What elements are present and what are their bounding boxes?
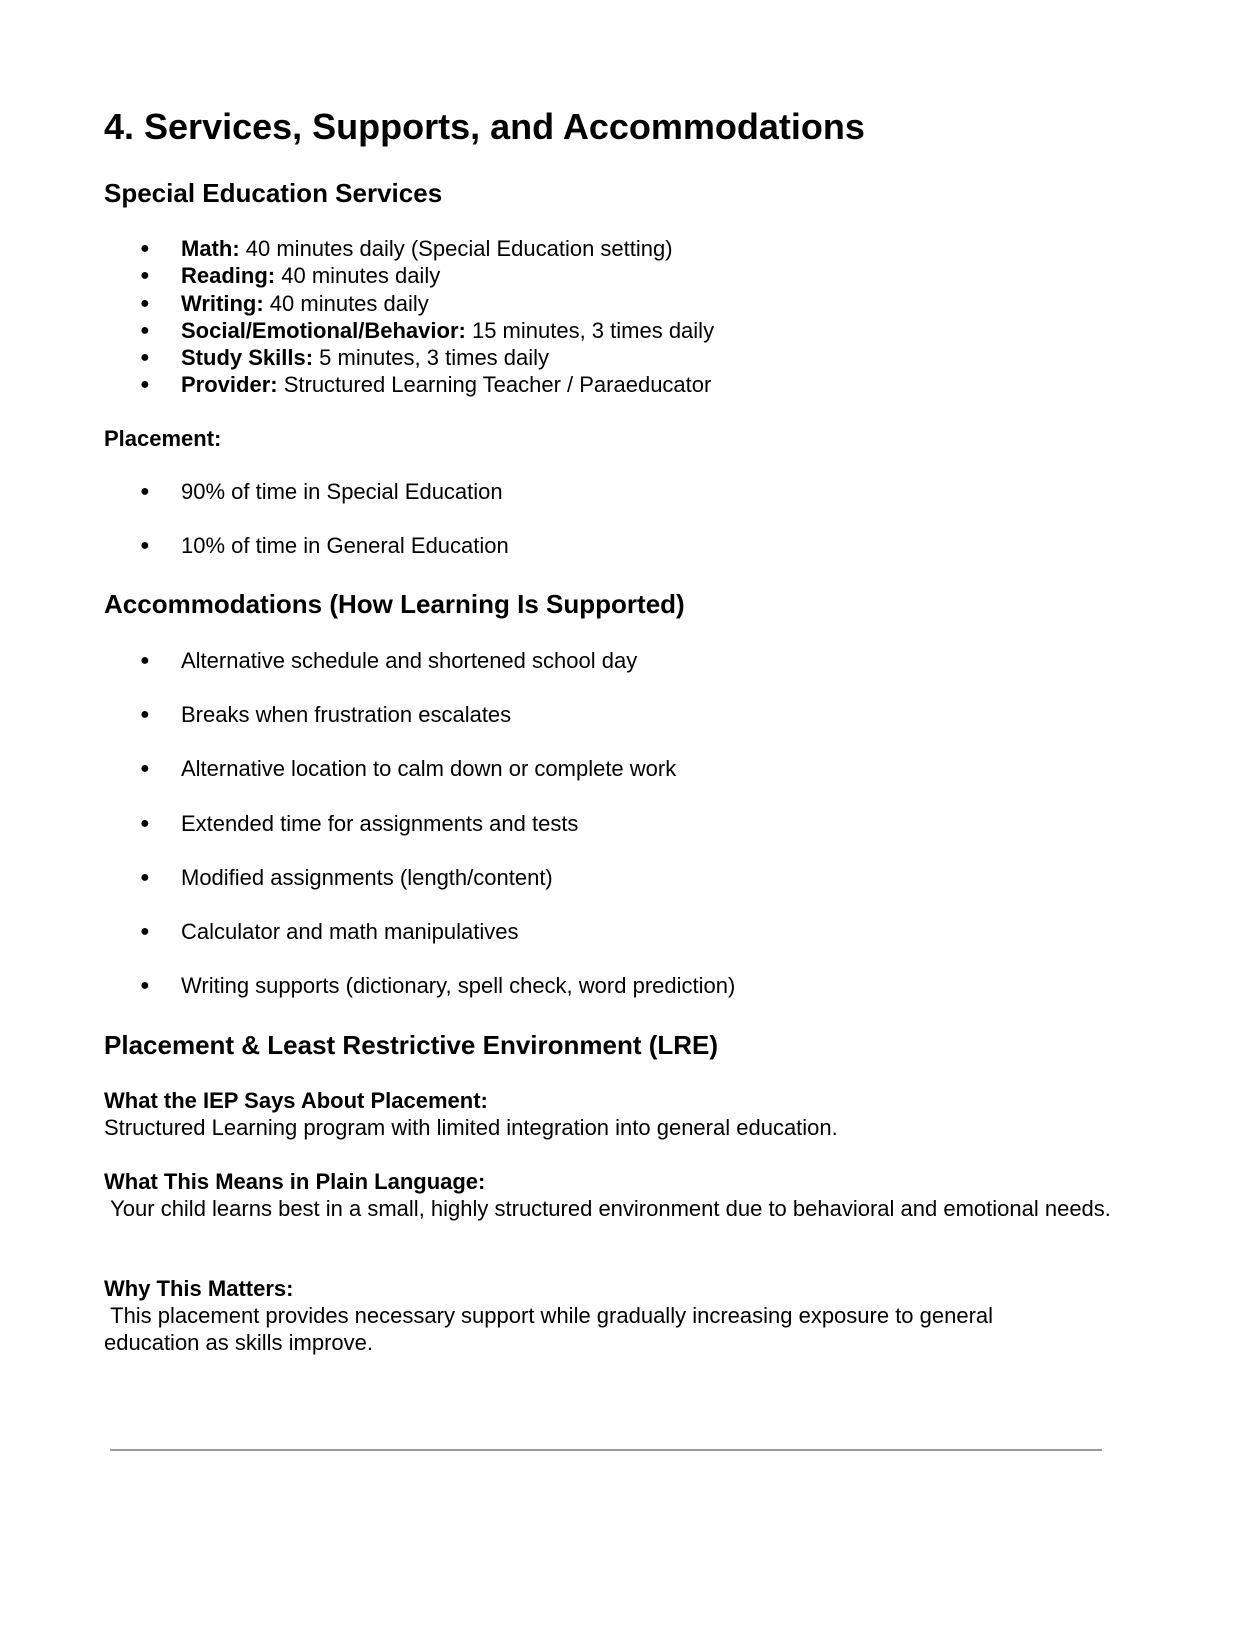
plain-language-text: Your child learns best in a small, highly structured environment due to behavioral and emotional needs. xyxy=(104,1196,1111,1221)
bullet-icon: ● xyxy=(140,706,150,724)
page-title: 4. Services, Supports, and Accommodations xyxy=(104,106,865,147)
lre-heading: Placement & Least Restrictive Environment (LRE) xyxy=(104,1030,719,1060)
accommodations-list xyxy=(0,647,1242,1026)
accommodations-heading: Accommodations (How Learning Is Supported) xyxy=(104,589,685,619)
bullet-icon: ● xyxy=(140,349,150,367)
list-item: ● Alternative schedule and shortened school day xyxy=(140,648,638,673)
bullet-icon: ● xyxy=(140,294,150,312)
placement-label: Placement: xyxy=(104,426,222,451)
bullet-icon: ● xyxy=(140,321,150,339)
list-item: ● Provider: Structured Learning Teacher / Paraeducator xyxy=(140,372,712,398)
list-item: ● Writing supports (dictionary, spell check, word prediction) xyxy=(140,973,736,999)
plain-language-label: What This Means in Plain Language: xyxy=(104,1169,486,1194)
list-item: ● Breaks when frustration escalates xyxy=(140,702,512,728)
iep-placement-label: What the IEP Says About Placement: xyxy=(104,1088,488,1113)
list-item: ● 10% of time in General Education xyxy=(140,533,509,559)
bullet-icon: ● xyxy=(140,483,150,500)
bullet-icon: ● xyxy=(140,537,150,555)
list-item: ● Study Skills: 5 minutes, 3 times daily xyxy=(140,345,550,371)
list-item: ● Modified assignments (length/content) xyxy=(140,864,553,890)
bullet-icon: ● xyxy=(140,240,150,257)
why-matters-text: This placement provides necessary support while gradually increasing exposure to general education as skills improve. xyxy=(104,1303,1000,1355)
list-item: ● Writing: 40 minutes daily xyxy=(140,290,429,316)
list-item: ● Calculator and math manipulatives xyxy=(140,918,519,944)
list-item: ● Math: 40 minutes daily (Special Education setting) xyxy=(140,236,673,261)
bullet-icon: ● xyxy=(140,922,150,940)
horizontal-divider xyxy=(110,1449,1102,1451)
placement-list xyxy=(0,478,1242,586)
services-heading: Special Education Services xyxy=(104,178,443,208)
list-item: ● Alternative location to calm down or complete work xyxy=(140,756,677,782)
bullet-icon: ● xyxy=(140,376,150,394)
bullet-icon: ● xyxy=(140,267,150,285)
bullet-icon: ● xyxy=(140,977,150,995)
bullet-icon: ● xyxy=(140,868,150,886)
bullet-icon: ● xyxy=(140,652,150,669)
list-item: ● Reading: 40 minutes daily xyxy=(140,263,441,289)
iep-placement-text: Structured Learning program with limited integration into general education. xyxy=(104,1115,838,1140)
why-matters-label: Why This Matters: xyxy=(104,1276,294,1301)
list-item: ● Extended time for assignments and tests xyxy=(140,810,579,836)
services-list xyxy=(0,235,1242,399)
list-item: ● 90% of time in Special Education xyxy=(140,479,503,504)
bullet-icon: ● xyxy=(140,814,150,832)
bullet-icon: ● xyxy=(140,760,150,778)
list-item: ● Social/Emotional/Behavior: 15 minutes, 3 times daily xyxy=(140,317,715,343)
